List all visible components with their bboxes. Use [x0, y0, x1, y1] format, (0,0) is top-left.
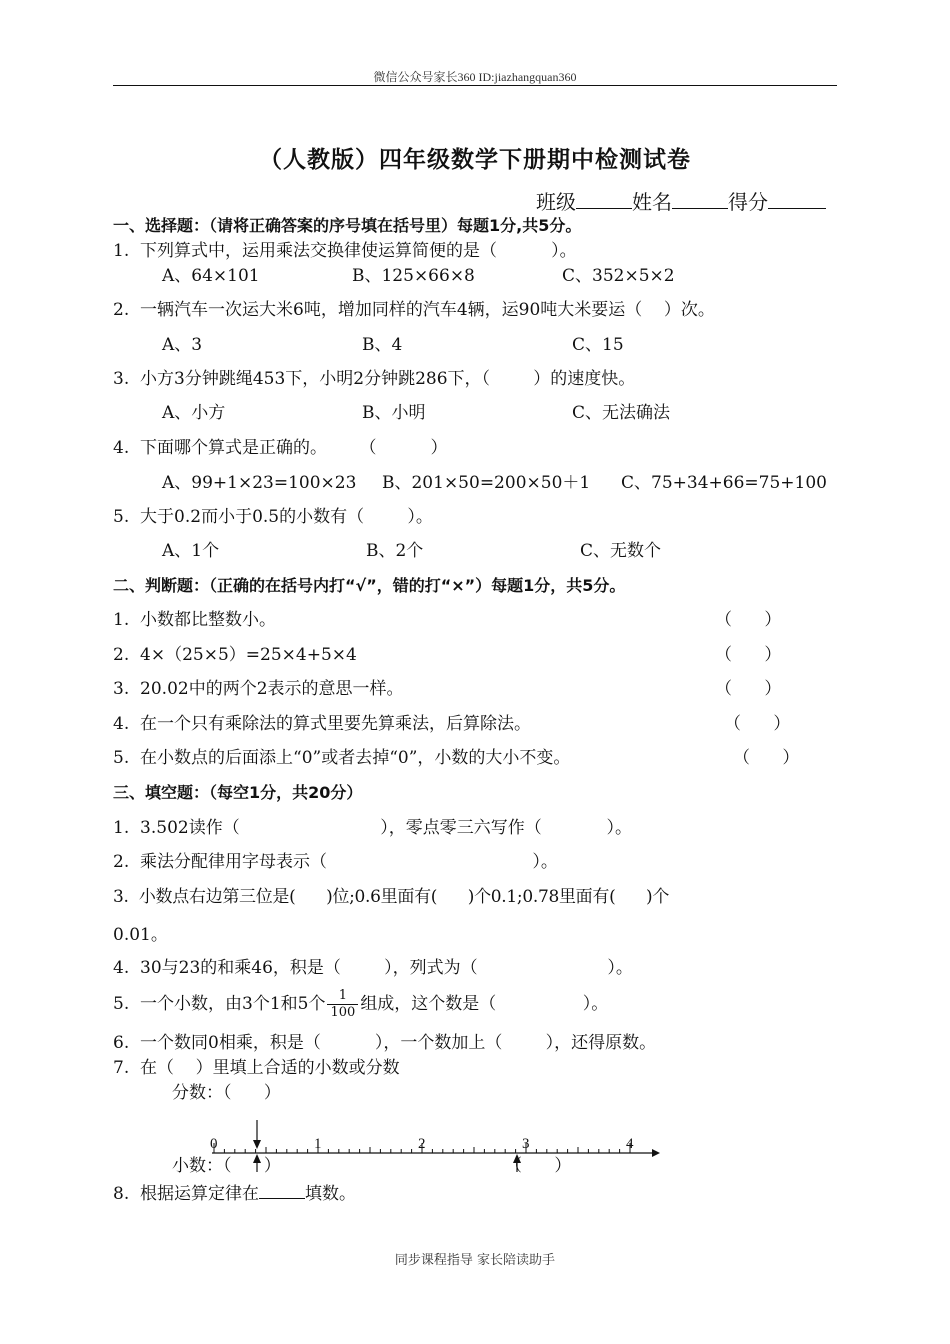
s1-q2-option-c: C、15	[572, 335, 624, 355]
s1-q3-option-a: A、小方	[162, 403, 226, 423]
s3-q8-text-after: 填数。	[305, 1184, 357, 1204]
s1-q1-option-a: A、64×101	[162, 266, 260, 286]
number-line-labels	[210, 1136, 634, 1152]
s1-q4-option-b: B、201×50=200×50＋1	[382, 473, 591, 493]
header-rule	[113, 85, 837, 86]
s2-item-2: 2. 4×（25×5）=25×4+5×4	[113, 645, 357, 665]
s1-q1-option-c: C、352×5×2	[562, 266, 675, 286]
s1-question-1: 1. 下列算式中，运用乘法交换律使运算简便的是（ ）。	[113, 241, 577, 261]
s3-q8-blank	[259, 1182, 305, 1199]
s2-item-3-answer: （ ）	[715, 679, 782, 699]
section2-heading: 二、判断题：（正确的在括号内打“√”，错的打“×”）每题1分，共5分。	[113, 576, 626, 595]
s3-q5-text-after: 组成，这个数是（ ）。	[360, 994, 609, 1014]
score-blank	[768, 190, 826, 209]
header-text: 微信公众号家长360 ID:jiazhangquan360	[373, 70, 577, 84]
s3-question-6: 6. 一个数同0相乘，积是（ ），一个数加上（ ），还得原数。	[113, 1033, 657, 1053]
number-line-arrow	[652, 1149, 660, 1157]
number-line-label-3: 3	[522, 1136, 530, 1152]
s2-item-1: 1. 小数都比整数小。	[113, 610, 277, 630]
s3-question-8	[113, 1182, 356, 1205]
s1-q4-option-c: C、75+34+66=75+100	[621, 473, 827, 493]
s1-q5-option-b: B、2个	[366, 541, 424, 561]
fraction-denominator: 100	[330, 1005, 356, 1020]
s3-question-3-cont: 0.01。	[113, 925, 168, 945]
s1-q1-option-b: B、125×66×8	[352, 266, 475, 286]
name-blank	[672, 190, 728, 209]
s3-question-2: 2. 乘法分配律用字母表示（ ）。	[113, 852, 558, 872]
s3-question-4: 4. 30与23的和乘46，积是（ ），列式为（ ）。	[113, 958, 633, 978]
score-label: 得分	[728, 190, 768, 214]
s1-q3-option-c: C、无法确法	[572, 403, 671, 423]
s2-item-1-answer: （ ）	[715, 610, 782, 630]
s2-item-5-answer: （ ）	[733, 748, 800, 768]
decimal-answer-paren-2: （ ）	[505, 1156, 572, 1176]
section1-heading: 一、选择题：（请将正确答案的序号填在括号里）每题1分,共5分。	[113, 216, 582, 235]
class-blank	[576, 190, 632, 209]
decimal-answer-label: 小数：（ ）	[172, 1156, 281, 1176]
s2-item-3: 3. 20.02中的两个2表示的意思一样。	[113, 679, 404, 699]
fraction-answer-label: 分数：（ ）	[172, 1083, 281, 1103]
s1-q3-option-b: B、小明	[362, 403, 426, 423]
fraction-numerator: 1	[327, 988, 358, 1005]
s3-q8-text-before: 8. 根据运算定律在	[113, 1184, 260, 1204]
student-info	[536, 186, 826, 215]
page-title: （人教版）四年级数学下册期中检测试卷	[259, 146, 691, 173]
fraction-1-100	[327, 988, 358, 1021]
fraction-pointer-arrow	[253, 1140, 261, 1149]
s1-question-3: 3. 小方3分钟跳绳453下，小明2分钟跳286下，（ ）的速度快。	[113, 369, 636, 389]
s2-item-4: 4. 在一个只有乘除法的算式里要先算乘法，后算除法。	[113, 714, 532, 734]
s3-question-1: 1. 3.502读作（ ），零点零三六写作（ ）。	[113, 818, 633, 838]
number-line-label-0: 0	[210, 1136, 218, 1152]
number-line-label-1: 1	[314, 1136, 322, 1152]
footer-text: 同步课程指导 家长陪读助手	[394, 1253, 556, 1268]
s1-question-5: 5. 大于0.2而小于0.5的小数有（ ）。	[113, 507, 433, 527]
s3-question-5	[113, 986, 608, 1022]
s1-question-2: 2. 一辆汽车一次运大米6吨，增加同样的汽车4辆，运90吨大米要运（ ）次。	[113, 300, 715, 320]
s1-q5-option-a: A、1个	[162, 541, 220, 561]
class-label: 班级	[536, 190, 576, 214]
s3-question-7: 7. 在（ ）里填上合适的小数或分数	[113, 1058, 400, 1078]
number-line-label-4: 4	[626, 1136, 634, 1152]
s2-item-4-answer: （ ）	[724, 714, 791, 734]
s1-question-4: 4. 下面哪个算式是正确的。 （ ）	[113, 438, 448, 458]
s1-q2-option-b: B、4	[362, 335, 403, 355]
s2-item-5: 5. 在小数点的后面添上“0”或者去掉“0”，小数的大小不变。	[113, 748, 571, 768]
s3-q5-text-before: 5. 一个小数，由3个1和5个	[113, 994, 326, 1014]
s2-item-2-answer: （ ）	[715, 645, 782, 665]
name-label: 姓名	[632, 190, 672, 214]
number-line-label-2: 2	[418, 1136, 426, 1152]
s1-q2-option-a: A、3	[162, 335, 203, 355]
s1-q5-option-c: C、无数个	[580, 541, 662, 561]
s1-q4-option-a: A、99+1×23=100×23	[162, 473, 357, 493]
s3-question-3: 3. 小数点右边第三位是( )位;0.6里面有( )个0.1;0.78里面有( )个	[113, 887, 670, 907]
section3-heading: 三、填空题：（每空1分，共20分）	[113, 783, 363, 802]
